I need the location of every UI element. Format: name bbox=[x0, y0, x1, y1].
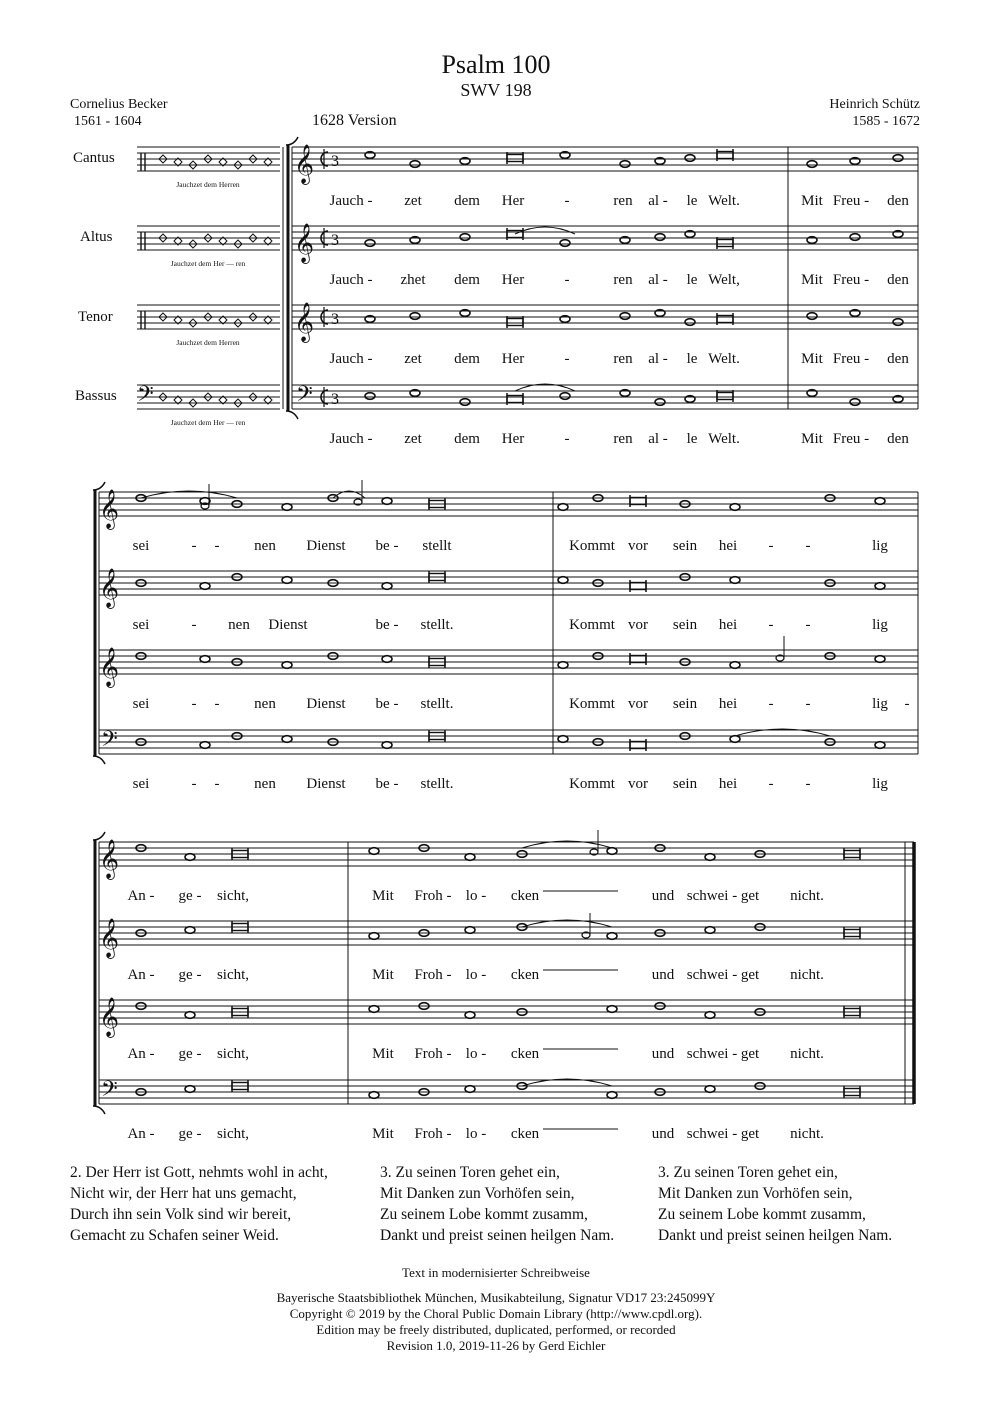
verse-column-1 bbox=[70, 1162, 328, 1246]
lyric-syllable: nen bbox=[254, 696, 276, 712]
note-head bbox=[200, 742, 210, 749]
time-signature-number: 3 bbox=[331, 232, 339, 249]
bass-clef-icon: 𝄢 bbox=[137, 382, 154, 412]
note-head bbox=[560, 240, 570, 247]
note-head bbox=[685, 155, 695, 162]
lyric-syllable: Mit bbox=[372, 967, 394, 983]
lyric-syllable: be - bbox=[375, 538, 399, 554]
lyric-syllable: al - bbox=[648, 193, 668, 209]
note-head bbox=[807, 313, 817, 320]
lyric-syllable: sein bbox=[672, 696, 698, 712]
lyric-syllable: sei bbox=[132, 538, 150, 554]
lyric-syllable: stellt. bbox=[420, 776, 454, 792]
lyric-syllable: lig bbox=[872, 776, 888, 792]
lyric-syllable: lo - bbox=[465, 967, 487, 983]
lyric-syllable: zet bbox=[404, 431, 422, 447]
lyric-syllable: schwei - bbox=[686, 1126, 738, 1142]
lyric-syllable: lo - bbox=[465, 1046, 487, 1062]
treble-clef-icon: 𝄞 bbox=[99, 918, 120, 958]
time-signature-number: 3 bbox=[331, 153, 339, 170]
lyric-syllable: Freu - bbox=[832, 351, 870, 367]
lyric-syllable: Freu - bbox=[832, 431, 870, 447]
lyric-syllable: schwei - bbox=[686, 888, 738, 904]
lyric-syllable: stellt. bbox=[420, 696, 454, 712]
lyric-syllable: dem bbox=[454, 351, 480, 367]
lyric-syllable: - bbox=[805, 617, 811, 633]
treble-clef-icon: 𝄞 bbox=[99, 568, 120, 608]
lyric-syllable: sei bbox=[132, 696, 150, 712]
lyric-syllable: den bbox=[887, 351, 909, 367]
lyric-syllable: ren bbox=[613, 272, 633, 288]
note-head bbox=[607, 933, 617, 940]
lyric-syllable: stellt bbox=[422, 538, 452, 554]
verse-line: Nicht wir, der Herr hat uns gemacht, bbox=[70, 1185, 297, 1202]
lyric-syllable: Jauch - bbox=[329, 193, 373, 209]
lyric-syllable: An - bbox=[127, 888, 155, 904]
lyric-syllable: Dienst bbox=[268, 617, 308, 633]
lyric-syllable: Froh - bbox=[414, 1046, 452, 1062]
note-longa bbox=[630, 583, 646, 590]
lyric-syllable: - bbox=[214, 696, 220, 712]
lyric-syllable: Mit bbox=[372, 1046, 394, 1062]
verse-line: Zu seinem Lobe kommt zusamm, bbox=[658, 1206, 866, 1223]
footer bbox=[0, 1265, 992, 1354]
note-head bbox=[850, 399, 860, 406]
note-head bbox=[185, 854, 195, 861]
lyric-syllable: und bbox=[651, 1126, 675, 1142]
lyric-syllable: al - bbox=[648, 351, 668, 367]
voice-label-cantus: Cantus bbox=[73, 150, 115, 166]
lyric-syllable: get bbox=[740, 967, 760, 983]
note-longa bbox=[507, 319, 523, 326]
lyric-syllable: - bbox=[214, 776, 220, 792]
lyric-syllable: ge - bbox=[178, 967, 202, 983]
lyric-syllable: le bbox=[686, 431, 698, 447]
lyric-syllable: Kommt bbox=[569, 776, 615, 792]
note-head bbox=[282, 736, 292, 743]
verse-line: Gemacht zu Schafen seiner Weid. bbox=[70, 1227, 279, 1244]
lyric-syllable: Welt, bbox=[708, 272, 740, 288]
lyric-syllable: - bbox=[904, 696, 910, 712]
footer-source: Bayerische Staatsbibliothek München, Musikabteilung, Signatur VD17 23:245099Y bbox=[276, 1290, 716, 1305]
lyric-syllable: Welt. bbox=[708, 431, 740, 447]
lyric-syllable: ge - bbox=[178, 1126, 202, 1142]
lyric-syllable: lo - bbox=[465, 888, 487, 904]
verse-line: Mit Danken zun Vorhöfen sein, bbox=[658, 1185, 853, 1202]
lyric-syllable: den bbox=[887, 431, 909, 447]
lyric-syllable: Her bbox=[501, 351, 525, 367]
note-head bbox=[607, 1006, 617, 1013]
verse-line: 3. Zu seinen Toren gehet ein, bbox=[658, 1164, 838, 1181]
note-head bbox=[382, 583, 392, 590]
lyric-syllable: be - bbox=[375, 617, 399, 633]
lyric-syllable: und bbox=[651, 967, 675, 983]
lyric-syllable: hei bbox=[718, 696, 738, 712]
time-signature-number: 3 bbox=[331, 311, 339, 328]
lyric-syllable: stellt. bbox=[420, 617, 454, 633]
bass-clef-icon: 𝄢 bbox=[296, 382, 313, 412]
verse-column-3 bbox=[658, 1162, 892, 1246]
treble-clef-icon: 𝄞 bbox=[99, 997, 120, 1037]
verse-line: Zu seinem Lobe kommt zusamm, bbox=[380, 1206, 588, 1223]
lyric-syllable: ren bbox=[613, 431, 633, 447]
lyric-syllable: ren bbox=[613, 193, 633, 209]
lyric-syllable: Mit bbox=[801, 351, 823, 367]
lyric-syllable: nicht. bbox=[790, 1126, 824, 1142]
lyric-syllable: den bbox=[887, 272, 909, 288]
note-head bbox=[369, 848, 379, 855]
note-head bbox=[875, 656, 885, 663]
treble-clef-icon: 𝄞 bbox=[99, 839, 120, 879]
verse-line: 3. Zu seinen Toren gehet ein, bbox=[380, 1164, 560, 1181]
lyric-syllable: le bbox=[686, 272, 698, 288]
note-head bbox=[200, 656, 210, 663]
note-head bbox=[705, 1012, 715, 1019]
treble-clef-icon: 𝄞 bbox=[294, 223, 315, 263]
lyric-syllable: Welt. bbox=[708, 351, 740, 367]
note-longa bbox=[507, 155, 523, 162]
lyric-syllable: Kommt bbox=[569, 617, 615, 633]
treble-clef-icon: 𝄞 bbox=[294, 144, 315, 184]
note-head bbox=[200, 583, 210, 590]
lyric-syllable: Froh - bbox=[414, 1126, 452, 1142]
lyric-syllable: - bbox=[191, 617, 197, 633]
lyric-syllable: - bbox=[564, 193, 570, 209]
lyric-syllable: - bbox=[768, 617, 774, 633]
note-head bbox=[620, 313, 630, 320]
note-head bbox=[382, 656, 392, 663]
lyric-syllable: schwei - bbox=[686, 1046, 738, 1062]
lyric-syllable: cken bbox=[510, 1126, 540, 1142]
lyric-syllable: - bbox=[768, 696, 774, 712]
lyric-syllable: Dienst bbox=[306, 776, 346, 792]
lyric-syllable: sicht, bbox=[216, 1126, 250, 1142]
tie-slur bbox=[515, 227, 575, 234]
lyric-syllable: sein bbox=[672, 617, 698, 633]
incipit-lyric: Jauchzet dem Her — ren bbox=[170, 418, 246, 427]
bracket-hook bbox=[93, 756, 105, 764]
lyric-syllable: nicht. bbox=[790, 1046, 824, 1062]
note-head bbox=[365, 393, 375, 400]
lyric-syllable: - bbox=[805, 696, 811, 712]
note-head bbox=[875, 742, 885, 749]
note-head bbox=[558, 504, 568, 511]
lyric-syllable: Jauch - bbox=[329, 351, 373, 367]
verse-line: Dankt und preist seinen heilgen Nam. bbox=[380, 1227, 615, 1244]
footer-copyright: Copyright © 2019 by the Choral Public Domain Library (http://www.cpdl.org). bbox=[289, 1306, 703, 1321]
verse-line: Mit Danken zun Vorhöfen sein, bbox=[380, 1185, 575, 1202]
note-head bbox=[607, 1092, 617, 1099]
lyric-syllable: get bbox=[740, 888, 760, 904]
lyric-syllable: sei bbox=[132, 617, 150, 633]
note-head bbox=[185, 1086, 195, 1093]
note-head bbox=[850, 234, 860, 241]
verse-column-2 bbox=[380, 1162, 614, 1246]
lyric-syllable: lig bbox=[872, 617, 888, 633]
lyric-syllable: ren bbox=[613, 351, 633, 367]
lyric-syllable: und bbox=[651, 1046, 675, 1062]
lyric-syllable: Dienst bbox=[306, 696, 346, 712]
lyric-syllable: - bbox=[191, 538, 197, 554]
incipit-lyric: Jauchzet dem Her — ren bbox=[170, 259, 246, 268]
note-head bbox=[685, 319, 695, 326]
lyric-syllable: get bbox=[740, 1046, 760, 1062]
lyric-syllable: ge - bbox=[178, 888, 202, 904]
lyric-syllable: Welt. bbox=[708, 193, 740, 209]
lyric-syllable: - bbox=[564, 272, 570, 288]
lyric-syllable: - bbox=[191, 696, 197, 712]
composer-dates: 1585 - 1672 bbox=[852, 114, 920, 129]
lyric-syllable: sei bbox=[132, 776, 150, 792]
lyric-syllable: Dienst bbox=[306, 538, 346, 554]
note-head bbox=[558, 736, 568, 743]
note-longa bbox=[630, 498, 646, 505]
note-head bbox=[875, 583, 885, 590]
lyric-syllable: hei bbox=[718, 617, 738, 633]
note-head bbox=[382, 742, 392, 749]
lyric-syllable: nicht. bbox=[790, 888, 824, 904]
note-head bbox=[558, 577, 568, 584]
note-head bbox=[365, 240, 375, 247]
time-signature-number: 3 bbox=[331, 391, 339, 408]
lyric-syllable: Her bbox=[501, 193, 525, 209]
lyric-syllable: nen bbox=[228, 617, 250, 633]
note-head bbox=[730, 577, 740, 584]
note-head bbox=[620, 161, 630, 168]
note-head bbox=[893, 155, 903, 162]
lyric-syllable: vor bbox=[628, 696, 648, 712]
footer-license: Edition may be freely distributed, duplicated, performed, or recorded bbox=[316, 1322, 676, 1337]
note-head bbox=[558, 662, 568, 669]
lyric-syllable: cken bbox=[510, 967, 540, 983]
lyric-syllable: An - bbox=[127, 967, 155, 983]
bracket-hook bbox=[93, 1106, 105, 1114]
incipit-lyric: Jauchzet dem Herren bbox=[176, 338, 240, 347]
note-head bbox=[560, 393, 570, 400]
lyric-syllable: ge - bbox=[178, 1046, 202, 1062]
lyric-syllable: cken bbox=[510, 888, 540, 904]
page-title: Psalm 100 bbox=[441, 50, 551, 79]
lyric-syllable: - bbox=[564, 351, 570, 367]
lyric-syllable: Freu - bbox=[832, 272, 870, 288]
lyric-syllable: sicht, bbox=[216, 888, 250, 904]
note-head bbox=[369, 933, 379, 940]
lyric-syllable: An - bbox=[127, 1046, 155, 1062]
lyric-syllable: - bbox=[564, 431, 570, 447]
lyric-syllable: sicht, bbox=[216, 1046, 250, 1062]
note-head bbox=[807, 161, 817, 168]
bass-clef-icon: 𝄢 bbox=[101, 1077, 118, 1107]
lyric-syllable: be - bbox=[375, 776, 399, 792]
lyric-syllable: Freu - bbox=[832, 193, 870, 209]
lyric-syllable: sein bbox=[672, 776, 698, 792]
composer-name: Heinrich Schütz bbox=[829, 97, 920, 112]
note-head bbox=[369, 1006, 379, 1013]
lyric-syllable: al - bbox=[648, 272, 668, 288]
bass-clef-icon: 𝄢 bbox=[101, 727, 118, 757]
lyric-syllable: lo - bbox=[465, 1126, 487, 1142]
lyric-syllable: nicht. bbox=[790, 967, 824, 983]
note-head bbox=[410, 161, 420, 168]
note-longa bbox=[630, 742, 646, 749]
lyric-syllable: schwei - bbox=[686, 967, 738, 983]
lyric-syllable: lig bbox=[872, 538, 888, 554]
lyric-syllable: - bbox=[191, 776, 197, 792]
lyric-syllable: get bbox=[740, 1126, 760, 1142]
lyric-syllable: le bbox=[686, 193, 698, 209]
note-head bbox=[705, 927, 715, 934]
lyric-syllable: Froh - bbox=[414, 967, 452, 983]
note-head bbox=[465, 927, 475, 934]
lyric-syllable: cken bbox=[510, 1046, 540, 1062]
lyric-syllable: lig bbox=[872, 696, 888, 712]
lyric-syllable: be - bbox=[375, 696, 399, 712]
lyric-syllable: nen bbox=[254, 538, 276, 554]
footer-revision: Revision 1.0, 2019-11-26 by Gerd Eichler bbox=[386, 1338, 606, 1353]
footer-note: Text in modernisierter Schreibweise bbox=[402, 1265, 590, 1280]
note-longa bbox=[717, 240, 733, 247]
note-longa bbox=[630, 656, 646, 663]
treble-clef-icon: 𝄞 bbox=[99, 647, 120, 687]
lyric-syllable: - bbox=[768, 776, 774, 792]
verse-line: 2. Der Herr ist Gott, nehmts wohl in acht, bbox=[70, 1164, 328, 1181]
note-head bbox=[705, 1086, 715, 1093]
note-head bbox=[282, 662, 292, 669]
note-head bbox=[705, 854, 715, 861]
lyric-syllable: hei bbox=[718, 538, 738, 554]
lyric-syllable: dem bbox=[454, 431, 480, 447]
bracket-hook bbox=[286, 411, 298, 419]
note-head bbox=[607, 848, 617, 855]
note-head bbox=[875, 498, 885, 505]
lyric-syllable: Froh - bbox=[414, 888, 452, 904]
lyricist-name: Cornelius Becker bbox=[70, 97, 168, 112]
voice-label-tenor: Tenor bbox=[78, 309, 113, 325]
lyricist-dates: 1561 - 1604 bbox=[74, 114, 142, 129]
note-head bbox=[465, 854, 475, 861]
version-label: 1628 Version bbox=[312, 112, 397, 129]
lyric-syllable: zhet bbox=[400, 272, 426, 288]
lyric-syllable: vor bbox=[628, 776, 648, 792]
lyric-syllable: Mit bbox=[801, 193, 823, 209]
voice-label-bassus: Bassus bbox=[75, 388, 117, 404]
lyric-syllable: Her bbox=[501, 272, 525, 288]
note-head bbox=[893, 319, 903, 326]
catalog-number: SWV 198 bbox=[460, 80, 532, 100]
note-head bbox=[655, 234, 665, 241]
note-head bbox=[460, 234, 470, 241]
note-head bbox=[730, 662, 740, 669]
note-head bbox=[465, 1086, 475, 1093]
lyric-syllable: zet bbox=[404, 351, 422, 367]
lyric-syllable: den bbox=[887, 193, 909, 209]
lyric-syllable: - bbox=[805, 776, 811, 792]
lyric-syllable: - bbox=[768, 538, 774, 554]
note-head bbox=[460, 399, 470, 406]
note-head bbox=[655, 399, 665, 406]
lyric-syllable: vor bbox=[628, 617, 648, 633]
lyric-syllable: Mit bbox=[372, 888, 394, 904]
note-head bbox=[282, 504, 292, 511]
lyric-syllable: dem bbox=[454, 193, 480, 209]
lyric-syllable: al - bbox=[648, 431, 668, 447]
lyric-syllable: le bbox=[686, 351, 698, 367]
lyric-syllable: - bbox=[805, 538, 811, 554]
lyric-syllable: Jauch - bbox=[329, 272, 373, 288]
lyric-syllable: vor bbox=[628, 538, 648, 554]
note-head bbox=[730, 736, 740, 743]
lyric-syllable: Mit bbox=[372, 1126, 394, 1142]
note-longa bbox=[717, 393, 733, 400]
voice-label-altus: Altus bbox=[80, 229, 113, 245]
note-head bbox=[410, 313, 420, 320]
lyric-syllable: dem bbox=[454, 272, 480, 288]
lyric-syllable: nen bbox=[254, 776, 276, 792]
lyric-syllable: sein bbox=[672, 538, 698, 554]
lyric-syllable: An - bbox=[127, 1126, 155, 1142]
note-head bbox=[382, 498, 392, 505]
note-head bbox=[369, 1092, 379, 1099]
verse-line: Dankt und preist seinen heilgen Nam. bbox=[658, 1227, 893, 1244]
lyric-syllable: Her bbox=[501, 431, 525, 447]
lyric-syllable: zet bbox=[404, 193, 422, 209]
lyric-syllable: Mit bbox=[801, 272, 823, 288]
note-head bbox=[185, 1012, 195, 1019]
verse-line: Durch ihn sein Volk sind wir bereit, bbox=[70, 1206, 292, 1223]
lyric-syllable: hei bbox=[718, 776, 738, 792]
lyric-syllable: - bbox=[214, 538, 220, 554]
treble-clef-icon: 𝄞 bbox=[294, 302, 315, 342]
lyric-syllable: und bbox=[651, 888, 675, 904]
lyric-syllable: Jauch - bbox=[329, 431, 373, 447]
note-head bbox=[730, 504, 740, 511]
note-head bbox=[465, 1012, 475, 1019]
note-head bbox=[282, 577, 292, 584]
lyric-syllable: Kommt bbox=[569, 538, 615, 554]
treble-clef-icon: 𝄞 bbox=[99, 489, 120, 529]
note-head bbox=[185, 927, 195, 934]
lyric-syllable: sicht, bbox=[216, 967, 250, 983]
lyric-syllable: Kommt bbox=[569, 696, 615, 712]
incipit-lyric: Jauchzet dem Herren bbox=[176, 180, 240, 189]
lyric-syllable: Mit bbox=[801, 431, 823, 447]
